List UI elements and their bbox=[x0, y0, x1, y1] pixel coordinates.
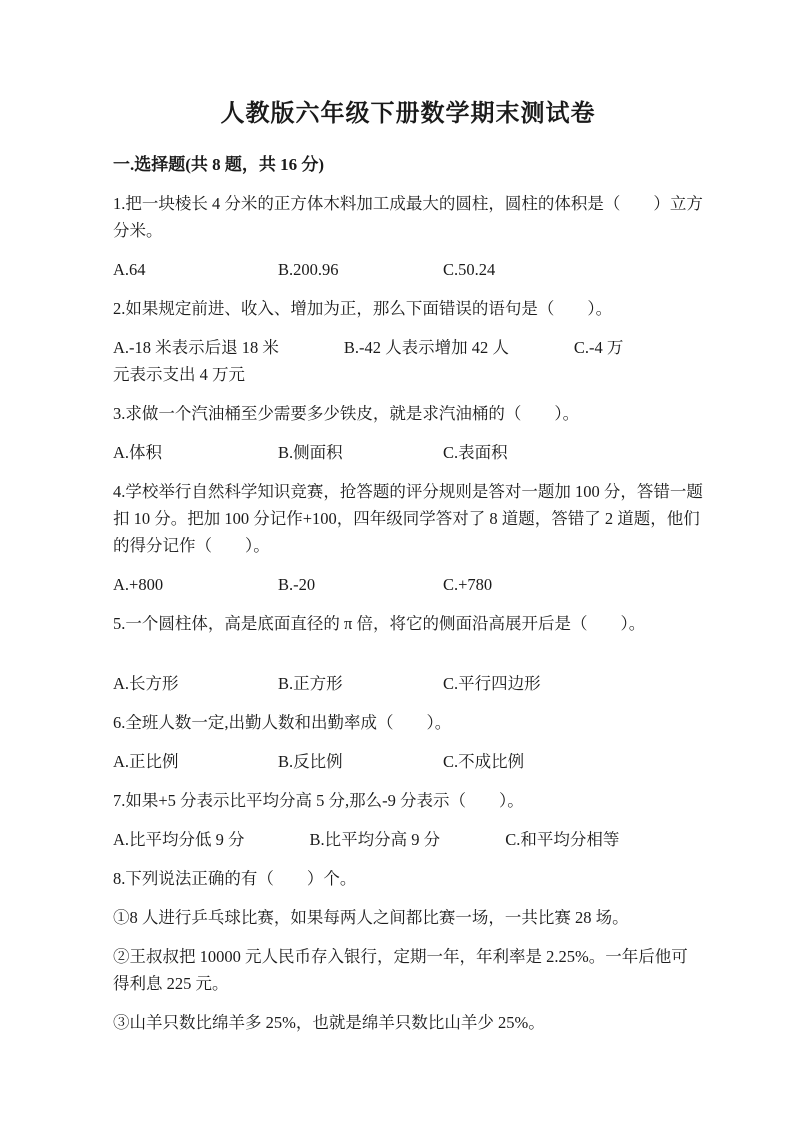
options-row bbox=[113, 256, 703, 283]
option: B.侧面积 bbox=[278, 443, 343, 462]
question-text: 8.下列说法正确的有（ ）个。 bbox=[113, 869, 357, 888]
option: C.表面积 bbox=[443, 443, 508, 462]
option: A.64 bbox=[113, 260, 146, 279]
option: B.-42 人表示增加 42 人 bbox=[343, 338, 509, 357]
question-text: 4.学校举行自然科学知识竞赛，抢答题的评分规则是答对一题加 100 分，答错一题扣 10 分。把加 100 分记作+100，四年级同学答对了 8 道题，答错了 2 道题，他们的得分记作（ ）。 bbox=[113, 482, 703, 555]
question-7 bbox=[113, 787, 703, 853]
option: A.-18 米表示后退 18 米 bbox=[113, 338, 279, 357]
option: C.-4 万 bbox=[573, 338, 624, 357]
options-row bbox=[113, 361, 703, 388]
statement-item: ①8 人进行乒乓球比赛，如果每两人之间都比赛一场，一共比赛 28 场。 bbox=[113, 908, 629, 927]
options-row bbox=[113, 334, 703, 361]
question-text: 3.求做一个汽油桶至少需要多少铁皮，就是求汽油桶的（ ）。 bbox=[113, 404, 580, 423]
options-row bbox=[113, 826, 703, 853]
question-8 bbox=[113, 865, 703, 1036]
option: C.不成比例 bbox=[443, 752, 525, 771]
option: A.比平均分低 9 分 bbox=[113, 830, 245, 849]
option: A.体积 bbox=[113, 443, 163, 462]
question-text: 2.如果规定前进、收入、增加为正，那么下面错误的语句是（ ）。 bbox=[113, 299, 613, 318]
question-2 bbox=[113, 295, 703, 388]
option: C.平行四边形 bbox=[443, 674, 541, 693]
option: B.反比例 bbox=[278, 752, 343, 771]
option: B.-20 bbox=[278, 575, 316, 594]
question-text: 6.全班人数一定,出勤人数和出勤率成（ ）。 bbox=[113, 713, 452, 732]
option: B.正方形 bbox=[278, 674, 343, 693]
question-text: 7.如果+5 分表示比平均分高 5 分,那么-9 分表示（ ）。 bbox=[113, 791, 524, 810]
question-5 bbox=[113, 610, 703, 697]
question-text: 5.一个圆柱体，高是底面直径的 π 倍，将它的侧面沿高展开后是（ ）。 bbox=[113, 614, 646, 633]
question-6 bbox=[113, 709, 703, 775]
option: A.+800 bbox=[113, 575, 164, 594]
option: A.正比例 bbox=[113, 752, 179, 771]
options-row bbox=[113, 670, 703, 697]
option: A.长方形 bbox=[113, 674, 179, 693]
statement-item: ②王叔叔把 10000 元人民币存入银行，定期一年，年利率是 2.25%。一年后他可得利息 225 元。 bbox=[113, 947, 688, 993]
options-row bbox=[113, 748, 703, 775]
question-list bbox=[113, 190, 703, 1036]
options-row bbox=[113, 571, 703, 598]
option: B.200.96 bbox=[278, 260, 339, 279]
question-3 bbox=[113, 400, 703, 466]
question-1 bbox=[113, 190, 703, 283]
paper-title: 人教版六年级下册数学期末测试卷 bbox=[220, 101, 596, 127]
option: C.和平均分相等 bbox=[505, 830, 620, 849]
question-4 bbox=[113, 478, 703, 598]
option: C.50.24 bbox=[443, 260, 496, 279]
option: 元表示支出 4 万元 bbox=[113, 365, 245, 384]
question-text: 1.把一块棱长 4 分米的正方体木料加工成最大的圆柱，圆柱的体积是（ ）立方分米。 bbox=[113, 194, 703, 240]
section-heading: 一.选择题(共 8 题，共 16 分) bbox=[113, 155, 325, 174]
option: C.+780 bbox=[443, 575, 493, 594]
options-row bbox=[113, 439, 703, 466]
option: B.比平均分高 9 分 bbox=[309, 830, 441, 849]
statement-item: ③山羊只数比绵羊多 25%，也就是绵羊只数比山羊少 25%。 bbox=[113, 1013, 545, 1032]
